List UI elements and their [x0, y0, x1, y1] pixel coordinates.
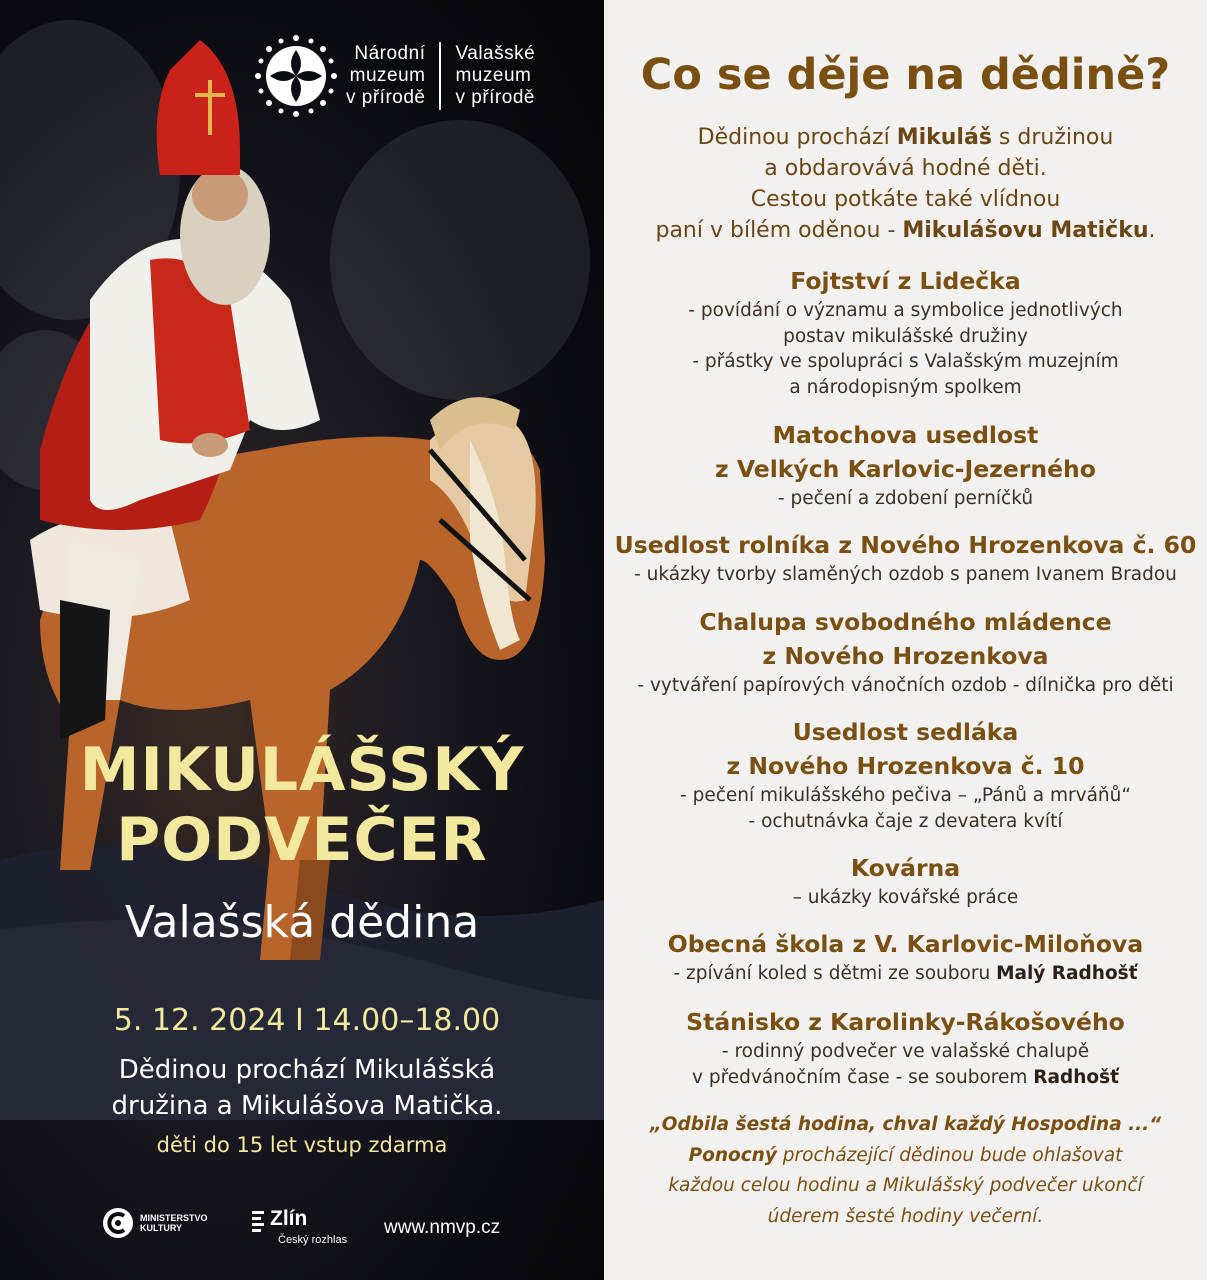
- quote-line: [604, 1110, 1207, 1141]
- radio-label: Český rozhlas: [278, 1233, 348, 1246]
- ensemble-name: Malý Radhošť: [996, 963, 1138, 984]
- station-line-text: - zpívání koled s dětmi ze souboru: [673, 963, 997, 984]
- program-panel: [604, 0, 1207, 1280]
- quote-emphasis: Ponocný: [688, 1144, 777, 1166]
- poster-title: [0, 735, 604, 875]
- station-line: - přástky ve spolupráci s Valašským muzejním: [692, 351, 1119, 372]
- program-heading: Co se děje na dědině?: [640, 50, 1171, 100]
- station-line: - ochutnávka čaje z devatera kvítí: [748, 810, 1063, 832]
- logo-left-text: [346, 43, 425, 109]
- ministry-of-culture-logo: [102, 1207, 220, 1239]
- station-line: [604, 1065, 1207, 1091]
- station-title: Usedlost rolníka z Nového Hrozenkova č. 60: [614, 531, 1197, 559]
- intro-text: paní v bílém oděnou -: [655, 218, 903, 243]
- intro-line: a obdarovává hodné děti.: [764, 156, 1047, 181]
- station-title: z Nového Hrozenkova č. 10: [726, 752, 1085, 780]
- intro-text: Dědinou prochází: [697, 125, 897, 150]
- station-line-text: v předvánočním čase - se souborem: [692, 1066, 1034, 1088]
- station-title: Stánisko z Karolinky-Rákošového: [686, 1008, 1125, 1036]
- ministry-circle-icon: [102, 1207, 134, 1239]
- station-line: - vytváření papírových vánočních ozdob - dílnička pro děti: [637, 675, 1174, 696]
- station-line: – ukázky kovářské práce: [792, 887, 1019, 908]
- logo-right-text: [455, 43, 535, 109]
- station-title: Obecná škola z V. Karlovic-Miloňova: [667, 930, 1144, 958]
- event-date: 5. 12. 2024 I 14.00–18.00: [113, 1003, 501, 1038]
- cesky-rozhlas-zlin-logo: [252, 1207, 347, 1246]
- station-line: - povídání o významu a symbolice jednotlivých: [688, 300, 1123, 321]
- station-title: z Nového Hrozenkova: [762, 642, 1049, 670]
- station-title: Chalupa svobodného mládence: [699, 608, 1112, 636]
- logo-right-line: Valašské: [455, 43, 536, 64]
- station-fojtstvi: [604, 264, 1207, 400]
- quote-line: úderem šesté hodiny večerní.: [767, 1205, 1044, 1227]
- free-entry-note: děti do 15 let vstup zdarma: [156, 1133, 448, 1157]
- event-description-line: Dědinou prochází Mikulášská: [118, 1055, 496, 1085]
- station-title: Usedlost sedláka: [792, 718, 1019, 746]
- station-line: - pečení mikulášského pečiva – „Pánů a mrváňů“: [680, 785, 1131, 806]
- station-usedlost-sedlaka: [604, 715, 1207, 834]
- station-line: - pečení a zdobení perníčků: [777, 488, 1034, 509]
- program-intro: [604, 122, 1207, 246]
- logo-divider: [439, 42, 441, 110]
- ensemble-name: Radhošť: [1033, 1066, 1119, 1088]
- station-line: postav mikulášské družiny: [783, 325, 1028, 347]
- station-matochova-usedlost: [604, 418, 1207, 512]
- station-title: z Velkých Karlovic-Jezerného: [715, 455, 1096, 483]
- intro-line: [604, 122, 1207, 153]
- sponsor-logos: [100, 1205, 580, 1255]
- station-usedlost-rolnika: [604, 528, 1207, 588]
- radio-bars-icon: [252, 1210, 266, 1232]
- poster-subtitle: Valašská dědina: [124, 897, 480, 948]
- intro-line: Cestou potkáte také vlídnou: [750, 187, 1061, 212]
- rosette-logo-icon: [254, 34, 338, 118]
- station-title: Kovárna: [850, 854, 961, 882]
- quote-line: [604, 1141, 1207, 1172]
- station-stanisko: [604, 1005, 1207, 1090]
- station-kovarna: [604, 851, 1207, 911]
- intro-emphasis: Mikuláš: [896, 125, 992, 150]
- station-line: - ukázky tvorby slaměných ozdob s panem Ivanem Bradou: [634, 564, 1177, 585]
- quote-text: procházející dědinou bude ohlašovat: [776, 1144, 1123, 1166]
- zlin-label: Zlín: [270, 1207, 308, 1230]
- station-line: - rodinný podvečer ve valašské chalupě: [721, 1041, 1090, 1062]
- station-title: Matochova usedlost: [772, 421, 1039, 449]
- logo-left-line: v přírodě: [346, 87, 426, 108]
- quote-line: každou celou hodinu a Mikulášský podvečer ukončí: [668, 1175, 1143, 1196]
- night-watchman-quote: [604, 1110, 1207, 1232]
- station-chalupa-mladence: [604, 605, 1207, 699]
- poster-title-line: PODVEČER: [116, 805, 488, 875]
- ministry-line: KULTURY: [140, 1223, 182, 1233]
- intro-line: [604, 215, 1207, 246]
- website-link[interactable]: www.nmvp.cz: [384, 1217, 501, 1238]
- station-line: [604, 961, 1207, 987]
- logo-right-line: muzeum: [455, 65, 532, 86]
- poster-title-line: MIKULÁŠSKÝ: [79, 735, 525, 805]
- logo-right-line: v přírodě: [455, 87, 535, 108]
- logo-left-line: muzeum: [349, 65, 426, 86]
- station-obecna-skola: [604, 927, 1207, 987]
- quote-emphasis: „Odbila šestá hodina, chval každý Hospodina ...“: [649, 1114, 1162, 1135]
- intro-text: .: [1148, 218, 1156, 243]
- station-line: a národopisným spolkem: [789, 376, 1022, 398]
- museum-logo: [254, 36, 584, 116]
- event-description: [0, 1052, 604, 1124]
- logo-left-line: Národní: [354, 43, 426, 64]
- event-description-line: družina a Mikulášova Matička.: [111, 1091, 503, 1121]
- intro-text: s družinou: [991, 125, 1114, 150]
- station-title: Fojtství z Lidečka: [790, 267, 1021, 295]
- ministry-text: [140, 1213, 220, 1233]
- intro-emphasis: Mikulášovu Matičku: [902, 218, 1149, 243]
- ministry-line: MINISTERSTVO: [140, 1213, 208, 1223]
